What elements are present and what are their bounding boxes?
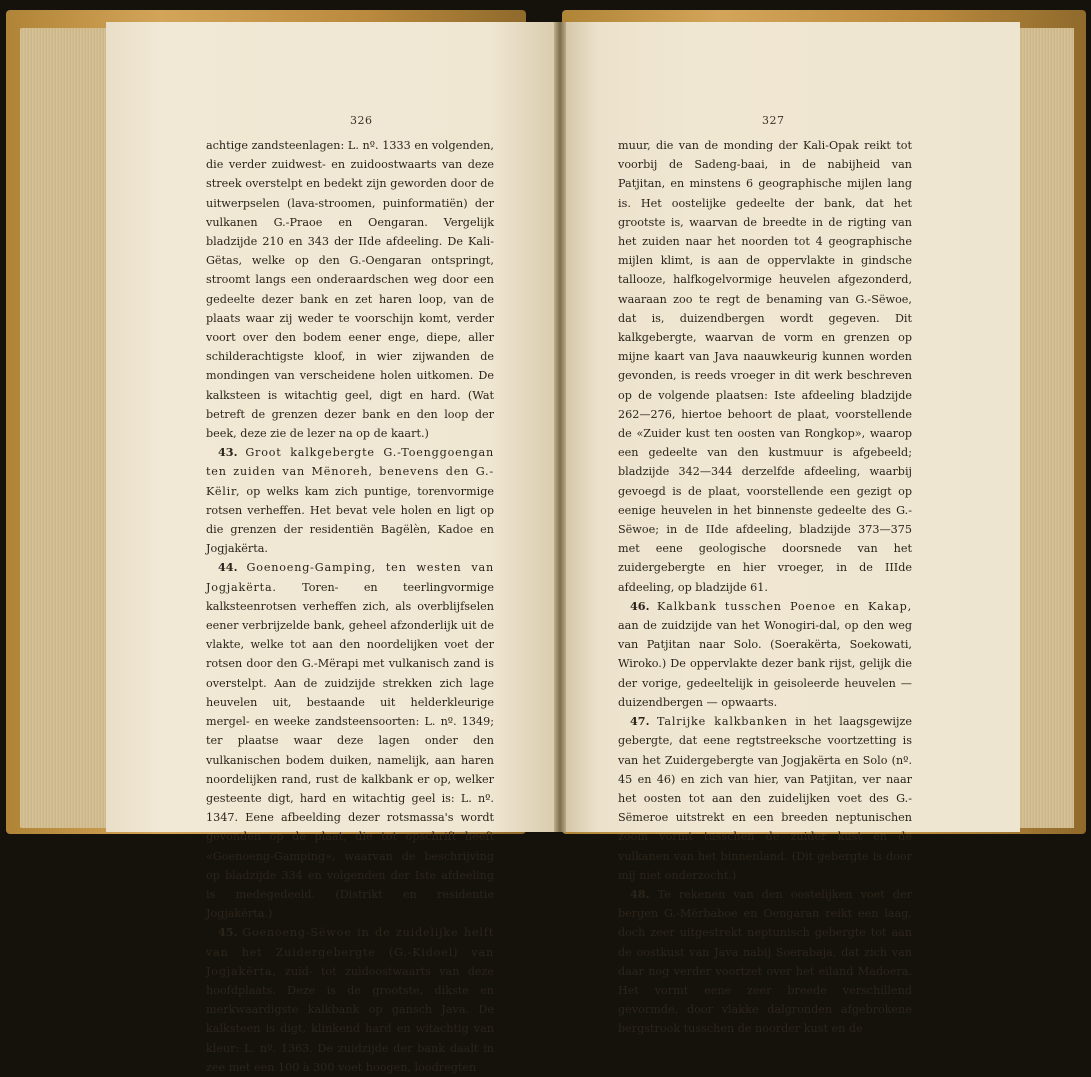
section-title: Kalkbank tusschen Poenoe en Kakap, <box>657 599 912 613</box>
section-text: zuid- tot zuidoostwaarts van deze hoofdplaats. Deze is de grootste, dikste en merkwaardigste kalkbank op gansch Java. De kalksteen is digt, klinkend hard en witachtig van kleur: L. nº. 1363. De zuidzijde der bank daalt in zee met een 100 à 300 voet hoogen, loodregten <box>206 964 494 1074</box>
section-number: 48. <box>630 886 650 901</box>
section-text: Te rekenen van den oostelijken voet der bergen G.-Mërbaboe en Oengaran reikt een laag, doch zeer uitgestrekt neptunisch gebergte tot aan de oostkust van Java nabij Soerabaja, dat zich van daar nog verder voortzet over het eiland Madoera. Het vormt eene zeer breede verschillend gevormde, door vlakke dalgronden afgebrokene bergstrook tusschen de noorder kust en de <box>618 887 912 1036</box>
section-title: Groot kalkgebergte G.-Toenggoengan ten zuiden van Mënoreh, benevens den G.-Këlir, <box>206 446 494 498</box>
open-book <box>6 6 1086 1074</box>
right-page <box>562 22 1020 1036</box>
paragraph: achtige zandsteenlagen: L. nº. 1333 en volgenden, die verder zuidwest- en zuidoostwaarts van deze streek overstelpt en bedekt zijn geworden door de uitwerpselen (lava-stroomen, puinformatiën) der vulkanen G.-Praoe en Oengaran. Vergelijk bladzijde 210 en 343 der IIde afdeeling. De Kali-Gëtas, welke op den G.-Oengaran ontspringt, stroomt langs een onderaardschen weg door een gedeelte dezer bank en zet haren loop, van de plaats waar zij weder te voorschijn komt, verder voort over den bodem eener enge, diepe, aller schilderachtigste kloof, in wier zijwanden de mondingen van verscheidene holen uitkomen. De kalksteen is witachtig geel, digt en hard. (Wat betreft de grenzen dezer bank en den loop der beek, deze zie de lezer na op de kaart.) <box>206 139 494 441</box>
paragraph <box>206 558 494 923</box>
section-number: 46. <box>630 598 650 613</box>
section-number: 44. <box>218 560 238 575</box>
section-title: Talrijke kalkbanken <box>656 715 788 729</box>
page-edges-left <box>20 28 112 828</box>
section-text: in het laagsgewijze gebergte, dat eene regtstreeksche voortzetting is van het Zuidergebergte van Jogjakërta en Solo (nº. 45 en 46) en zich van hier, van Patjitan, ver naar het oosten tot aan den zuidelijken voet des G.-Sëmeroe uitstrekt en een breeden neptunischen zoom vormt tusschen de zuider kust en de vulkanen van het binnenland. (Dit gebergte is door mij niet onderzocht.) <box>618 715 912 882</box>
section-text: op welks kam zich puntige, torenvormige rotsen verheffen. Het bevat vele holen en ligt op die grenzen der residentiën Bagëlèn, Kadoe en Jogjakërta. <box>206 484 494 556</box>
paragraph <box>618 885 912 1039</box>
paragraph <box>618 712 912 885</box>
left-page-body <box>206 136 494 1077</box>
section-text: aan de zuidzijde van het Wonogiri-dal, op den weg van Patjitan naar Solo. (Soerakërta, Soekowati, Wiroko.) De oppervlakte dezer bank rijst, gelijk die der vorige, gedeeltelijk in geisoleerde heuvelen — duizendbergen — opwaarts. <box>618 619 912 709</box>
section-text: Toren- en teerlingvormige kalksteenrotsen verheffen zich, als overblijfselen eener verbrijzelde bank, geheel afzonderlijk uit de vlakte, welke tot aan den noordelijken voet der rotsen door den G.-Mërapi met vulkanisch zand is overstelpt. Aan de zuidzijde strekken zich lage heuvelen uit, bestaande uit helderkleurige mergel- en weeke zandsteensoorten: L. nº. 1349; ter plaatse waar deze lagen onder den vulkanischen bodem duiken, namelijk, aan haren noordelijken rand, rust de kalkbank er op, welker gesteente digt, hard en witachtig geel is: L. nº. 1347. Eene afbeelding dezer rotsmassa's wordt gevonden op de plaat, die tot opschrift heeft «Goenoeng-Gamping», waarvan de beschrijving op bladzijde 334 en volgenden der Iste afdeeling is medegedeeld. (Distrikt en residentie Jogjakërta.) <box>206 580 494 921</box>
paragraph: muur, die van de monding der Kali-Opak reikt tot voorbij de Sadeng-baai, in de nabijheid van Patjitan, en minstens 6 geographische mijlen lang is. Het oostelijke gedeelte der bank, dat het grootste is, waarvan de breedte in de rigting van het zuiden naar het noorden tot 4 geographische mijlen klimt, is aan de oppervlakte in gindsche tallooze, halfkogelvormige heuvelen afgezonderd, waaraan zoo te regt de benaming van G.-Sëwoe, dat is, duizendbergen wordt gegeven. Dit kalkgebergte, waarvan de vorm en grenzen op mijne kaart van Java naauwkeurig kunnen worden gevonden, is reeds vroeger in dit werk beschreven op de volgende plaatsen: Iste afdeeling bladzijde 262—276, hiertoe behoort de plaat, voorstellende de «Zuider kust ten oosten van Rongkop», waarop een gedeelte van den kustmuur is afgebeeld; bladzijde 342—344 derzelfde afdeeling, waarbij gevoegd is de plaat, voorstellende een gezigt op eenige heuvelen in het binnenste gedeelte des G.-Sëwoe; in de IIde afdeeling, bladzijde 373—375 met eene geologische doorsnede van het zuidergebergte en hier vroeger, in de IIIde afdeeling, op bladzijde 61. <box>618 139 912 594</box>
section-title: Goenoeng-Sëwoe in de zuidelijke helft van het Zuidergebergte (G.-Kidoel) van Jogjakërta, <box>206 926 494 978</box>
page-number: 326 <box>350 114 373 127</box>
right-page-body <box>618 136 912 1039</box>
left-page <box>106 22 556 1074</box>
section-number: 45. <box>218 925 238 940</box>
paragraph <box>618 597 912 712</box>
section-title: Goenoeng-Gamping, ten westen van Jogjakërta. <box>206 561 494 594</box>
book-gutter <box>554 22 566 832</box>
section-number: 43. <box>218 445 238 460</box>
paragraph <box>206 443 494 558</box>
page-edges-right <box>1016 28 1074 828</box>
paragraph <box>206 923 494 1077</box>
section-number: 47. <box>630 714 650 729</box>
page-number: 327 <box>762 114 785 127</box>
